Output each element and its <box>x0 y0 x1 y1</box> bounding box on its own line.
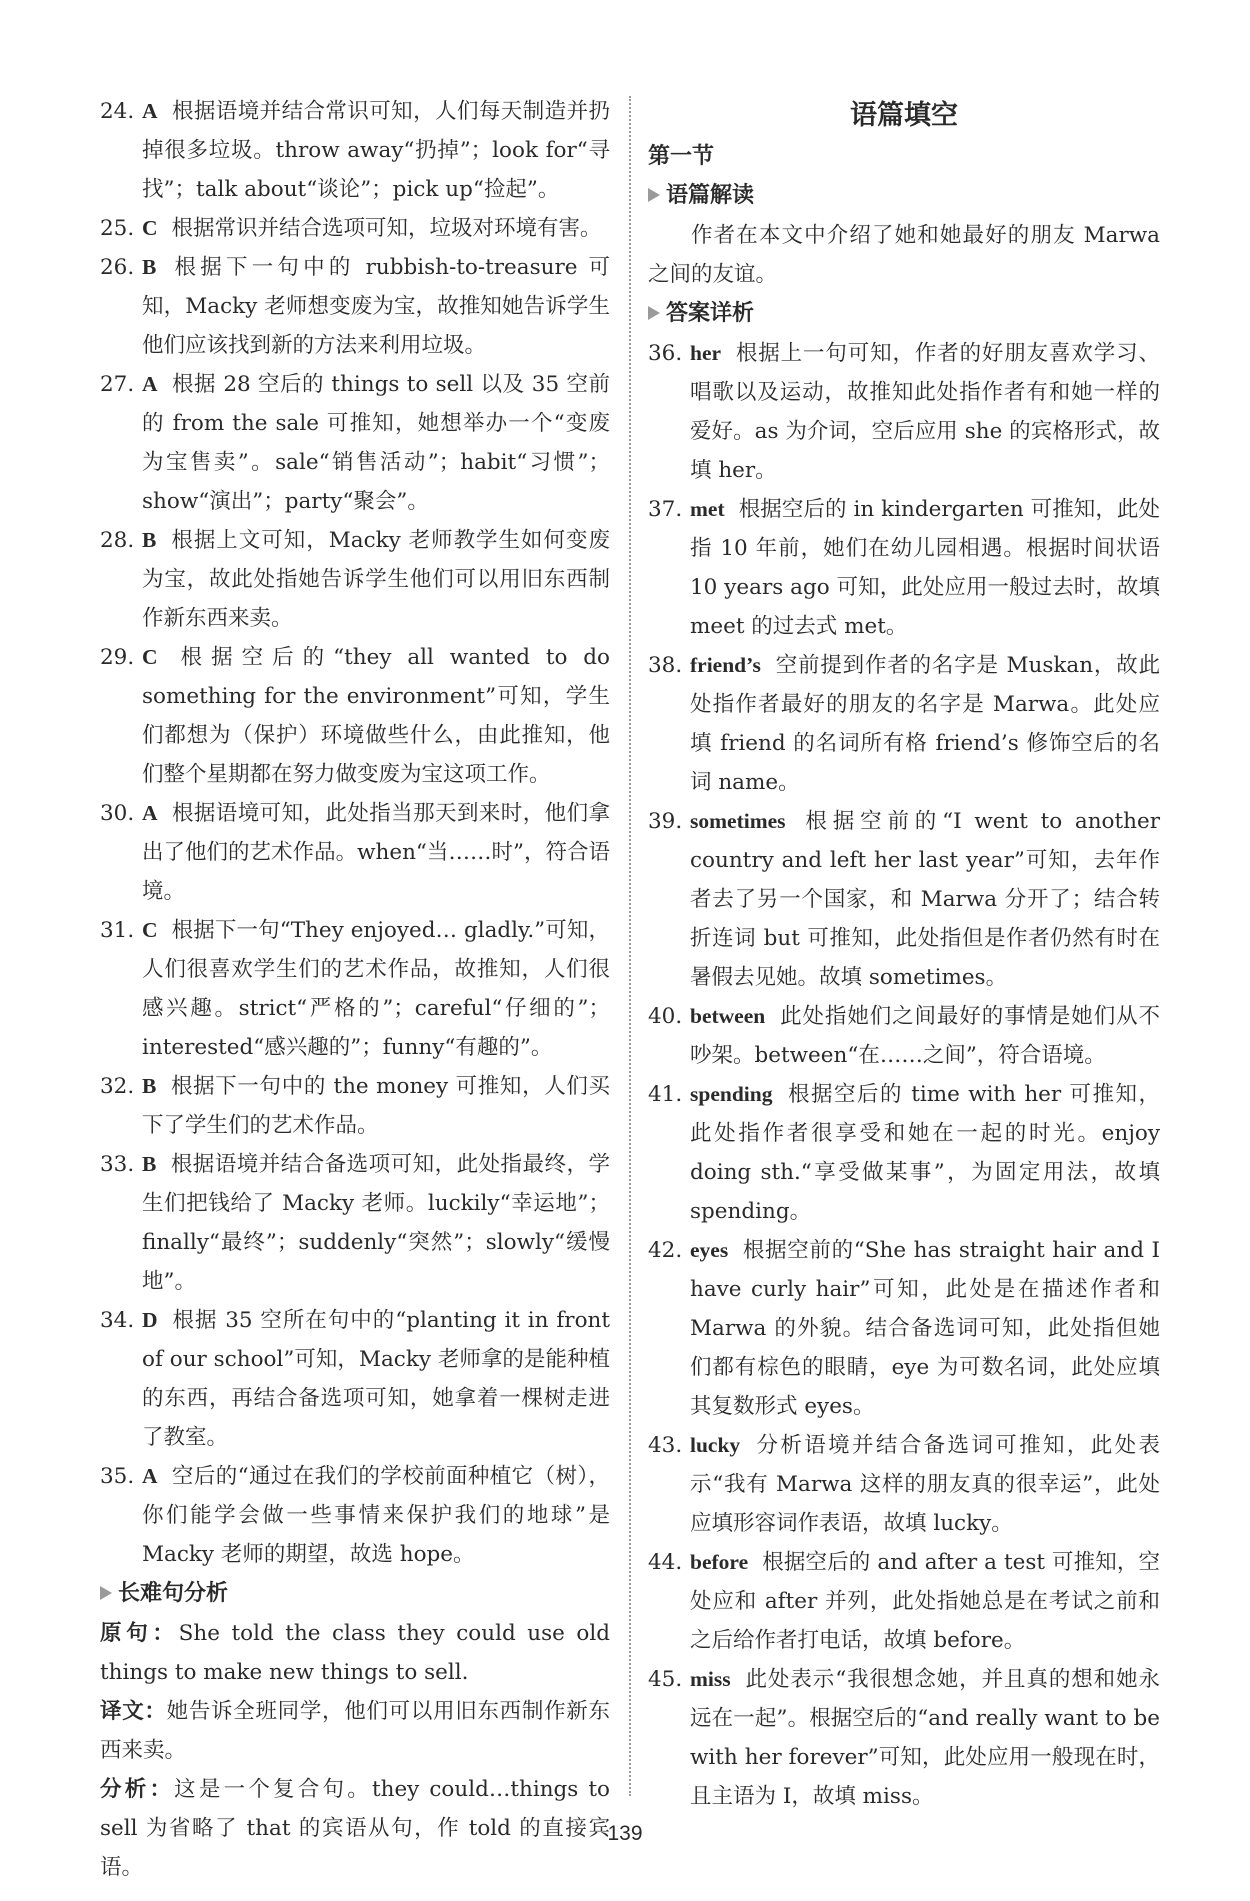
answer-key: A <box>142 801 158 825</box>
answer-key: met <box>690 497 725 521</box>
explanation-text: 根据空后的 time with her 可推知，此处指作者很享受和她在一起的时光。enjoy doing sth.“享受做某事”，为固定用法，故填 spending。 <box>690 1082 1160 1224</box>
question-number: 30. <box>100 801 135 826</box>
right-answer-list <box>648 334 1160 1816</box>
explanation-text: 根据上一句可知，作者的好朋友喜欢学习、唱歌以及运动，故推知此处指作者有和她一样的爱好。as 为介词，空后应用 she 的宾格形式，故填 her。 <box>690 341 1160 483</box>
question-number: 38. <box>648 653 683 678</box>
answer-item <box>100 92 610 209</box>
explanation-text: 根据空前的“I went to another country and left her last year”可知，去年作者去了另一个国家，和 Marwa 分开了；结合转折连词 but 可推知，此处指但是作者仍然有时在暑假去见她。故填 sometimes。 <box>690 809 1160 990</box>
explanation-text: 根据 28 空后的 things to sell 以及 35 空前的 from the sale 可推知，她想举办一个“变废为宝售卖”。sale“销售活动”；habit“习惯”；show“演出”；party“聚会”。 <box>142 372 610 514</box>
answer-key: C <box>142 918 158 942</box>
answer-key: lucky <box>690 1433 741 1457</box>
question-number: 35. <box>100 1464 135 1489</box>
explanation-text: 根据空后的 in kindergarten 可推知，此处指 10 年前，她们在幼儿园相遇。根据时间状语 10 years ago 可知，此处应用一般过去时，故填 meet 的过去式 met。 <box>690 497 1160 639</box>
answer-item <box>100 1145 610 1301</box>
page-number: 139 <box>607 1822 643 1845</box>
column-divider <box>629 96 631 1796</box>
answer-key: sometimes <box>690 809 786 833</box>
explanation-text: 根据语境并结合备选项可知，此处指最终，学生们把钱给了 Macky 老师。luckily“幸运地”；finally“最终”；suddenly“突然”；slowly“缓慢地”。 <box>142 1152 610 1294</box>
explanation-text: 根据空前的“She has straight hair and I have curly hair”可知，此处是在描述作者和 Marwa 的外貌。结合备选词可知，此处指但她们都有棕色的眼睛，eye 为可数名词，此处应填其复数形式 eyes。 <box>690 1238 1160 1419</box>
answer-item <box>648 1075 1160 1231</box>
question-number: 31. <box>100 918 135 943</box>
question-number: 41. <box>648 1082 683 1107</box>
answer-key: A <box>142 1464 158 1488</box>
explanation-text: 根据下一句中的 the money 可推知，人们买下了学生们的艺术作品。 <box>142 1074 610 1138</box>
reading-summary: 作者在本文中介绍了她和她最好的朋友 Marwa 之间的友谊。 <box>648 223 1160 287</box>
answer-item <box>100 911 610 1067</box>
explanation-text: 根据空后的 and after a test 可推知，空处应和 after 并列，此处指她总是在考试之前和之后给作者打电话，故填 before。 <box>690 1550 1160 1653</box>
explanation-text: 根据语境并结合常识可知，人们每天制造并扔掉很多垃圾。throw away“扔掉”；look for“寻找”；talk about“谈论”；pick up“捡起”。 <box>142 99 610 202</box>
question-number: 27. <box>100 372 135 397</box>
answer-item <box>100 1457 610 1574</box>
triangle-marker-icon <box>648 188 660 202</box>
answer-key: B <box>142 1152 157 1176</box>
question-number: 39. <box>648 809 683 834</box>
explanation-text: 根据空后的“they all wanted to do something for the environment”可知，学生们都想为（保护）环境做些什么，由此推知，他们整个星期都在努力做变废为宝这项工作。 <box>142 645 610 787</box>
sentence-analysis: 分析：这是一个复合句。they could…things to sell 为省略了 that 的宾语从句，作 told 的直接宾语。 <box>100 1777 610 1880</box>
question-number: 24. <box>100 99 135 124</box>
explanation-text: 空前提到作者的名字是 Muskan，故此处指作者最好的朋友的名字是 Marwa。此处应填 friend 的名词所有格 friend’s 修饰空后的名词 name。 <box>690 653 1160 795</box>
explanation-text: 根据下一句“They enjoyed… gladly.”可知，人们很喜欢学生们的艺术作品，故推知，人们很感兴趣。strict“严格的”；careful“仔细的”；interested“感兴趣的”；funny“有趣的”。 <box>142 918 610 1060</box>
question-number: 42. <box>648 1238 683 1263</box>
explanation-text: 分析语境并结合备选词可推知，此处表示“我有 Marwa 这样的朋友真的很幸运”，此处应填形容词作表语，故填 lucky。 <box>690 1433 1160 1536</box>
answer-key: between <box>690 1004 766 1028</box>
answer-key: before <box>690 1550 749 1574</box>
question-number: 33. <box>100 1152 135 1177</box>
explanation-text: 此处表示“我很想念她，并且真的想和她永远在一起”。根据空后的“and really want to be with her forever”可知，此处应用一般现在时，且主语为 I，故填 miss。 <box>690 1667 1160 1809</box>
answer-key: C <box>142 216 158 240</box>
left-column <box>100 92 610 1887</box>
explanation-text: 根据下一句中的 rubbish-to-treasure 可知，Macky 老师想变废为宝，故推知她告诉学生他们应该找到新的方法来利用垃圾。 <box>142 255 610 358</box>
answer-item <box>648 1231 1160 1426</box>
explanation-text: 根据 35 空所在句中的“planting it in front of our school”可知，Macky 老师拿的是能种植的东西，再结合备选项可知，她拿着一棵树走进了教室。 <box>142 1308 610 1450</box>
answer-item <box>100 521 610 638</box>
translation: 译文：她告诉全班同学，他们可以用旧东西制作新东西来卖。 <box>100 1699 610 1763</box>
triangle-marker-icon <box>100 1586 112 1600</box>
question-number: 43. <box>648 1433 683 1458</box>
original-sentence: 原句：She told the class they could use old things to make new things to sell. <box>100 1621 610 1685</box>
answer-item <box>100 365 610 521</box>
answer-key: spending <box>690 1082 773 1106</box>
question-number: 29. <box>100 645 135 670</box>
question-number: 37. <box>648 497 683 522</box>
answer-item <box>100 638 610 794</box>
answer-key: B <box>142 255 157 279</box>
answer-item <box>100 1301 610 1457</box>
question-number: 40. <box>648 1004 683 1029</box>
question-number: 45. <box>648 1667 683 1692</box>
answer-item <box>648 490 1160 646</box>
explanation-text: 此处指她们之间最好的事情是她们从不吵架。between“在……之间”，符合语境。 <box>690 1004 1160 1068</box>
answer-key: B <box>142 1074 157 1098</box>
triangle-marker-icon <box>648 306 660 320</box>
answer-item <box>648 646 1160 802</box>
answer-key: A <box>142 99 158 123</box>
question-number: 28. <box>100 528 135 553</box>
explanation-text: 根据常识并结合选项可知，垃圾对环境有害。 <box>171 216 602 241</box>
answer-key: miss <box>690 1667 731 1691</box>
answer-item <box>648 1660 1160 1816</box>
analysis-heading: 长难句分析 <box>100 1574 610 1614</box>
answer-item <box>100 209 610 248</box>
question-number: 26. <box>100 255 135 280</box>
answer-item <box>648 334 1160 490</box>
explanation-text: 根据上文可知，Macky 老师教学生如何变废为宝，故此处指她告诉学生他们可以用旧东西制作新东西来卖。 <box>142 528 610 631</box>
left-answer-list <box>100 92 610 1574</box>
answer-item <box>100 794 610 911</box>
answer-item <box>100 1067 610 1145</box>
answer-item <box>648 1543 1160 1660</box>
answer-item <box>648 802 1160 997</box>
answer-key: friend’s <box>690 653 761 677</box>
answers-heading: 答案详析 <box>648 294 1160 334</box>
answer-item <box>648 997 1160 1075</box>
question-number: 44. <box>648 1550 683 1575</box>
answer-key: C <box>142 645 158 669</box>
answer-key: D <box>142 1308 158 1332</box>
answer-item <box>100 248 610 365</box>
subsection-title: 第一节 <box>648 144 715 169</box>
explanation-text: 空后的“通过在我们的学校前面种植它（树），你们能学会做一些事情来保护我们的地球”是 Macky 老师的期望，故选 hope。 <box>142 1464 610 1567</box>
explanation-text: 根据语境可知，此处指当那天到来时，他们拿出了他们的艺术作品。when“当……时”，符合语境。 <box>142 801 610 904</box>
right-column <box>648 92 1160 1816</box>
question-number: 25. <box>100 216 135 241</box>
answer-key: B <box>142 528 157 552</box>
question-number: 32. <box>100 1074 135 1099</box>
question-number: 34. <box>100 1308 135 1333</box>
question-number: 36. <box>648 341 683 366</box>
answer-key: eyes <box>690 1238 729 1262</box>
section-title: 语篇填空 <box>850 100 958 131</box>
answer-key: her <box>690 341 722 365</box>
answer-item <box>648 1426 1160 1543</box>
answer-key: A <box>142 372 158 396</box>
reading-heading: 语篇解读 <box>648 176 1160 216</box>
